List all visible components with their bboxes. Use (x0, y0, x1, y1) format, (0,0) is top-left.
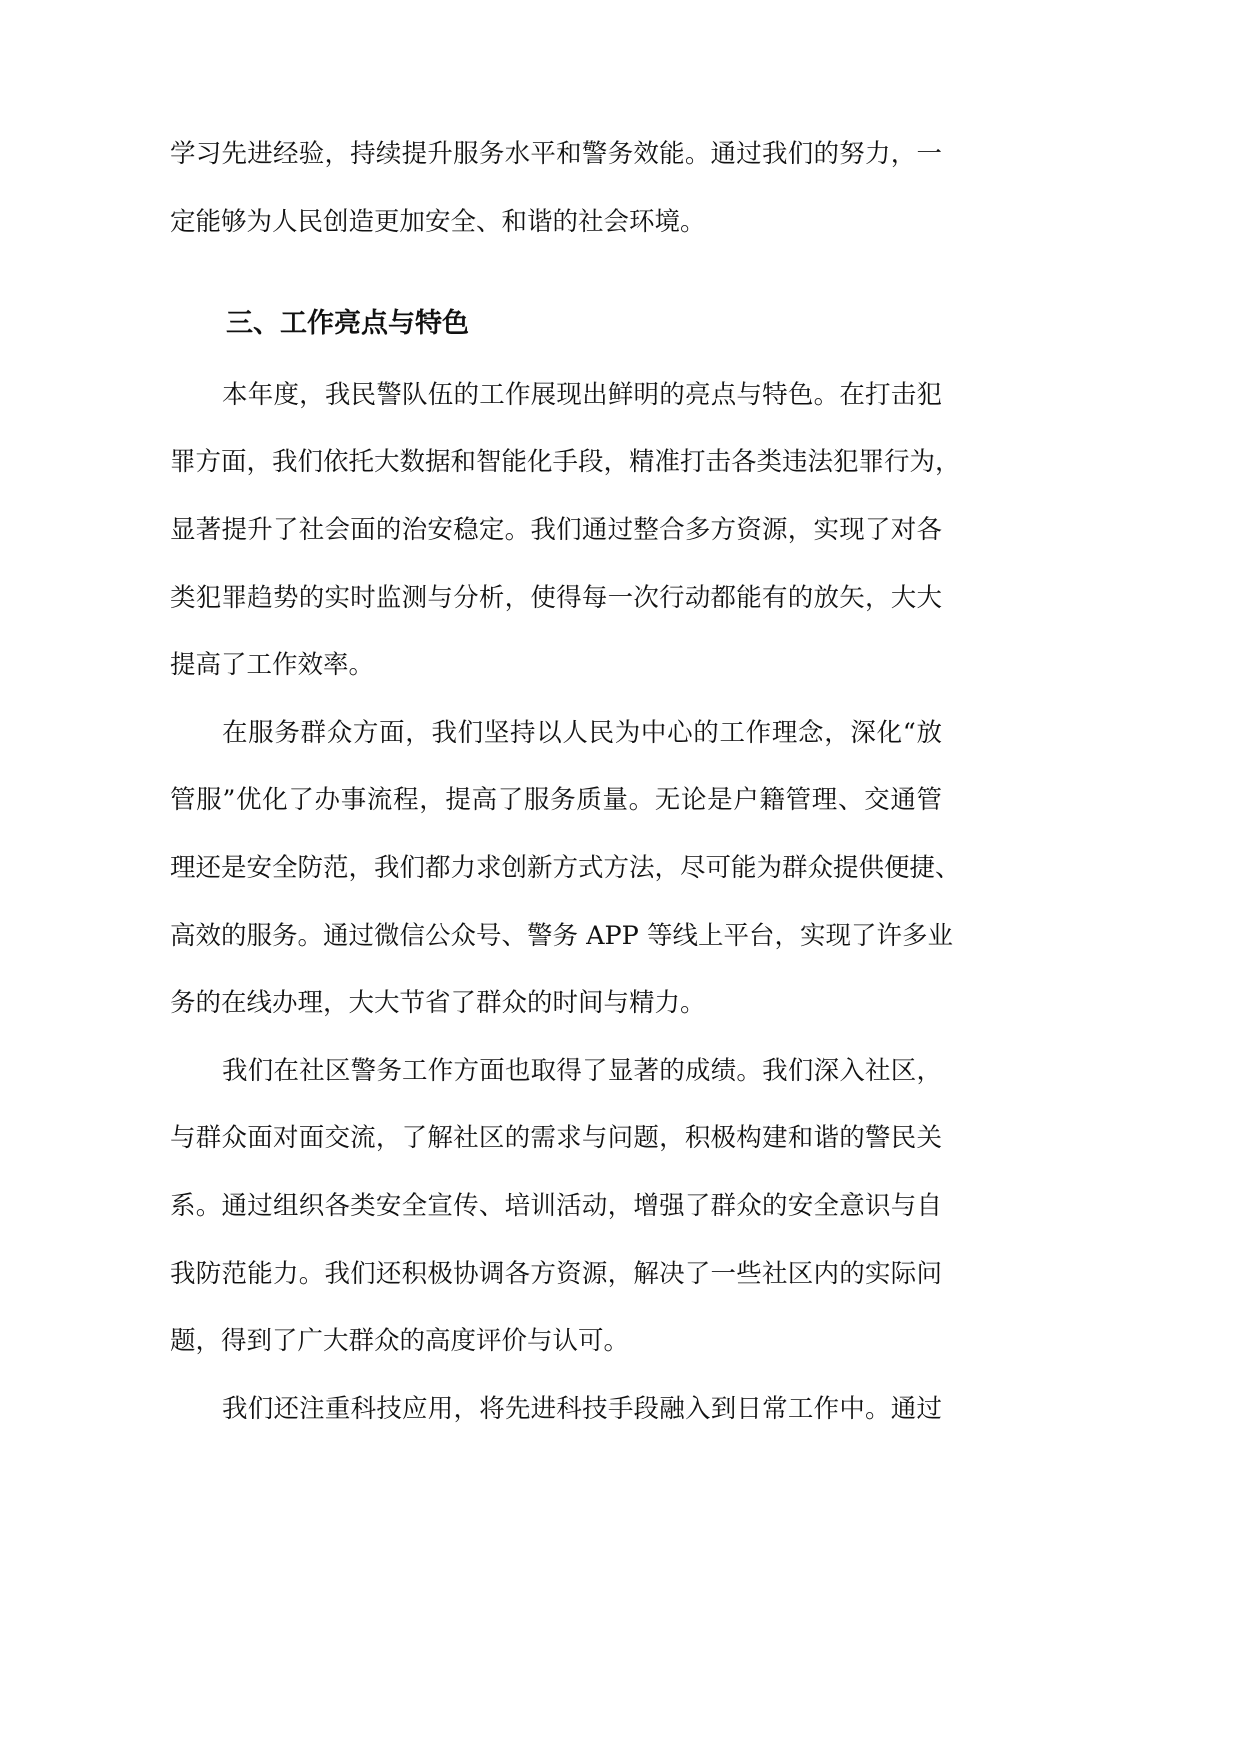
section-heading: 三、工作亮点与特色 (226, 308, 469, 340)
text-line: 务的在线办理，大大节省了群众的时间与精力。 (170, 988, 706, 1019)
text-line: 定能够为人民创造更加安全、和谐的社会环境。 (170, 206, 706, 237)
text-line: 理还是安全防范，我们都力求创新方式方法，尽可能为群众提供便捷、 (170, 852, 961, 883)
text-line: 系。通过组织各类安全宣传、培训活动，增强了群众的安全意识与自 (170, 1190, 942, 1221)
text-line: 显著提升了社会面的治安稳定。我们通过整合多方资源，实现了对各 (170, 514, 942, 545)
text-line: 提高了工作效率。 (170, 650, 375, 681)
paragraph (170, 1038, 942, 1376)
paragraph (170, 1376, 942, 1444)
paragraph (170, 362, 961, 700)
section-body (170, 362, 961, 1444)
text-line: 题，得到了广大群众的高度评价与认可。 (170, 1326, 630, 1357)
text-line: 我们还注重科技应用，将先进科技手段融入到日常工作中。通过 (222, 1393, 942, 1424)
text-line: 管服”优化了办事流程，提高了服务质量。无论是户籍管理、交通管 (170, 785, 942, 816)
text-line: 本年度，我民警队伍的工作展现出鲜明的亮点与特色。在打击犯 (222, 379, 942, 410)
intro-paragraph (170, 121, 942, 256)
paragraph (170, 700, 961, 1038)
text-line: 与群众面对面交流，了解社区的需求与问题，积极构建和谐的警民关 (170, 1123, 942, 1154)
text-line: 我们在社区警务工作方面也取得了显著的成绩。我们深入社区， (222, 1055, 942, 1086)
text-line: 在服务群众方面，我们坚持以人民为中心的工作理念，深化“放 (222, 717, 942, 748)
text-line: 学习先进经验，持续提升服务水平和警务效能。通过我们的努力，一 (170, 139, 942, 169)
text-line: 罪方面，我们依托大数据和智能化手段，精准打击各类违法犯罪行为， (170, 447, 961, 478)
text-line: 类犯罪趋势的实时监测与分析，使得每一次行动都能有的放矢，大大 (170, 582, 942, 613)
text-line: 高效的服务。通过微信公众号、警务 APP 等线上平台，实现了许多业 (170, 920, 953, 951)
document-page (170, 121, 961, 1443)
text-line: 我防范能力。我们还积极协调各方资源，解决了一些社区内的实际问 (170, 1258, 942, 1289)
